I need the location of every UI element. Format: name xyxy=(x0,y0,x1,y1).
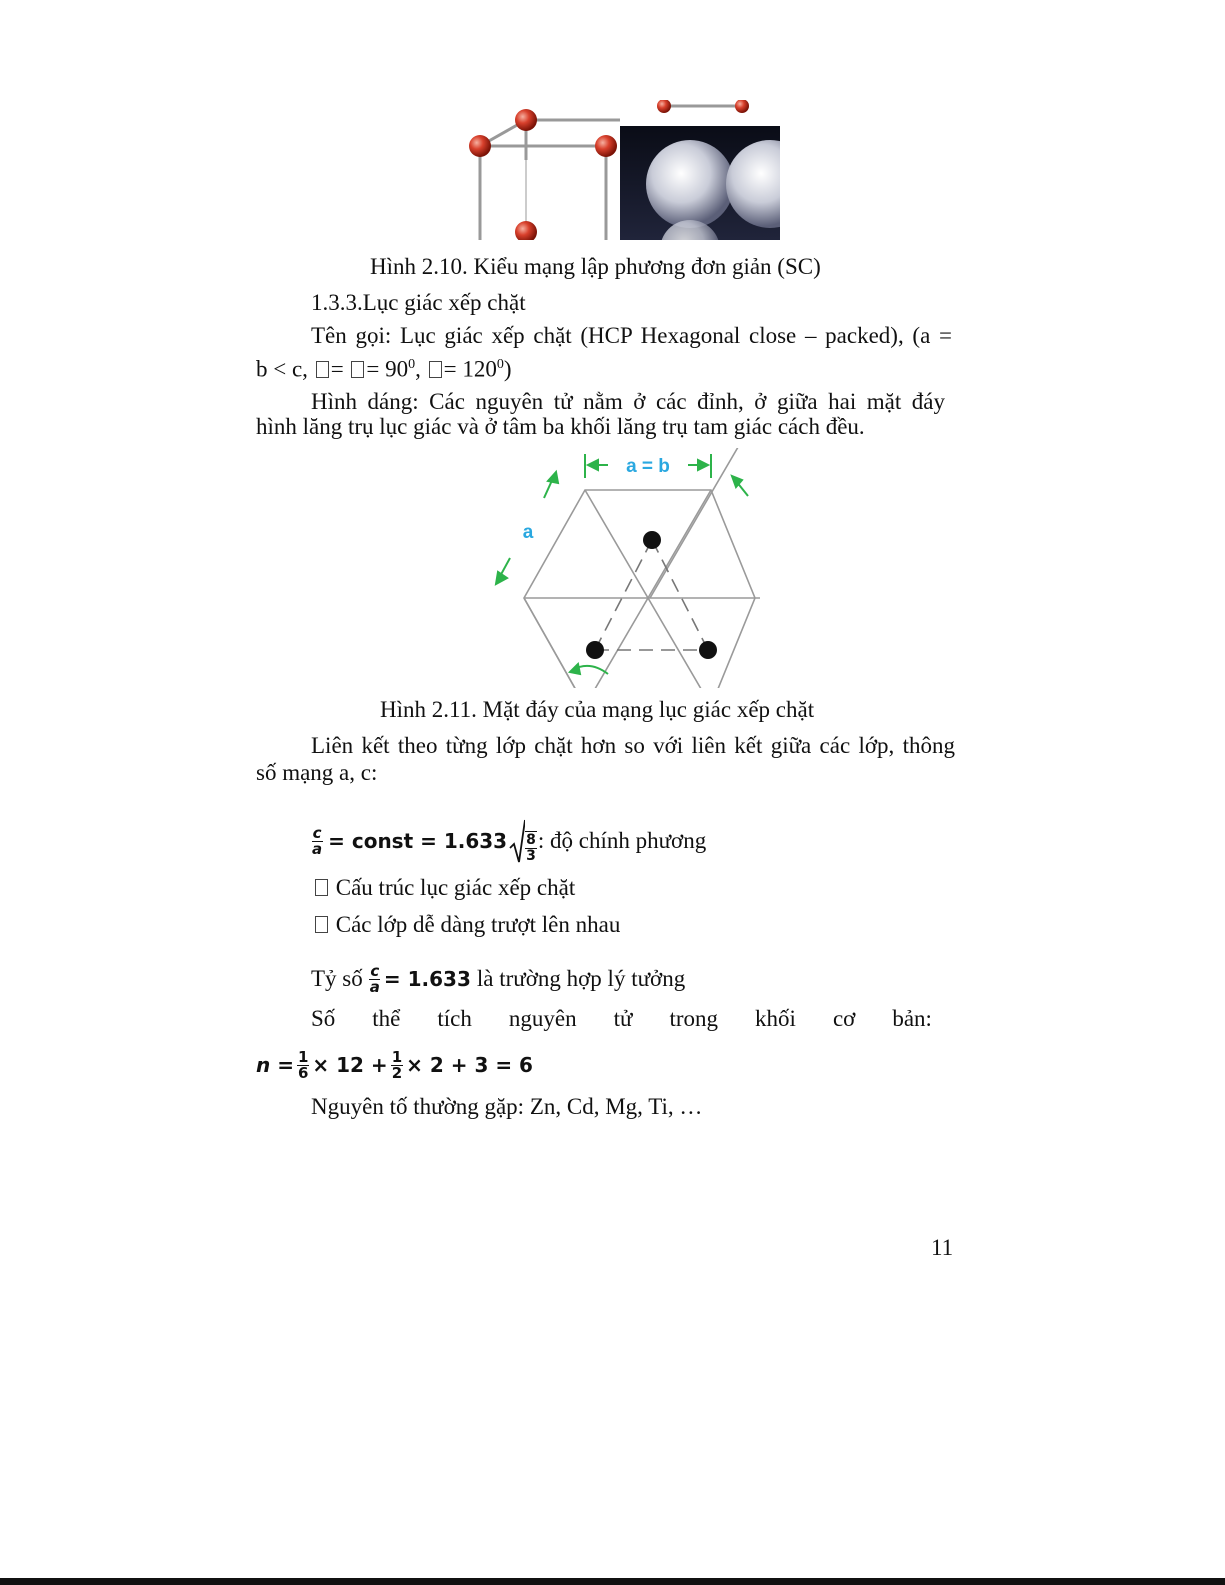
volume-word: trong xyxy=(669,1006,719,1031)
volume-word: cơ xyxy=(832,1006,856,1031)
figure-caption: Hình 2.10. Kiểu mạng lập phương đơn giản (SC) xyxy=(370,254,821,279)
fraction-one-half: $\frac{1}{2}$ xyxy=(391,1047,403,1082)
ratio-line xyxy=(311,958,685,1000)
missing-glyph-gamma xyxy=(429,361,442,378)
degree-sup: 0 xyxy=(408,357,416,372)
figure-hcp-base-diagram xyxy=(480,448,760,688)
name-line2-comma: , xyxy=(415,356,421,382)
volume-word: bản: xyxy=(892,1006,932,1031)
bottom-border xyxy=(0,1578,1225,1585)
paragraph-name-line2 xyxy=(256,351,512,384)
ratio-suffix: là trường hợp lý tưởng xyxy=(476,966,686,991)
fraction-c-over-a: $\frac{c}{a}$ xyxy=(312,823,323,858)
volume-word: nguyên xyxy=(508,1006,577,1031)
ratio-expr: = 1.633 xyxy=(383,967,471,991)
figure-sc-spheres-image xyxy=(620,100,780,240)
bullet-text: Các lớp dễ dàng trượt lên nhau xyxy=(335,912,621,937)
bullet-icon xyxy=(315,916,328,933)
formula-suffix: : độ chính phương xyxy=(537,828,707,853)
atom-left xyxy=(586,641,604,659)
degree-sup: 0 xyxy=(496,357,504,372)
name-line2-onetwenty: = 120 xyxy=(443,356,497,382)
formula-mid2: × 2 + 3 = 6 xyxy=(406,1053,533,1077)
formula-const-expr: = const = 1.633 xyxy=(328,829,508,853)
bullet-item xyxy=(313,911,620,939)
bullet-text: Cấu trúc lục giác xếp chặt xyxy=(335,875,576,900)
atom-right xyxy=(699,641,717,659)
volume-word: khối xyxy=(755,1006,796,1031)
figure-caption: Hình 2.11. Mặt đáy của mạng lục giác xếp chặt xyxy=(380,697,815,722)
formula-ratio-const xyxy=(308,816,706,866)
missing-glyph-alpha xyxy=(316,361,329,378)
paragraph-shape: Hình dáng: Các nguyên tử nằm ở các đỉnh, ở giữa hai mặt đáy xyxy=(311,389,945,414)
paragraph-bond: Liên kết theo từng lớp chặt hơn so với liên kết giữa các lớp, thông xyxy=(311,733,955,758)
volume-word: tử xyxy=(613,1006,633,1031)
formula-lhs: n = xyxy=(256,1053,294,1077)
atom-top xyxy=(643,531,661,549)
formula-atom-count xyxy=(256,1042,533,1088)
fraction-one-sixth: $\frac{1}{6}$ xyxy=(297,1047,309,1082)
missing-glyph-beta xyxy=(351,361,364,378)
name-line2-equals: = xyxy=(330,356,344,382)
sqrt-symbol xyxy=(509,818,537,864)
bullet-icon xyxy=(315,879,328,896)
paragraph-shape-line2: hình lăng trụ lục giác và ở tâm ba khối lăng trụ tam giác cách đều. xyxy=(256,414,865,439)
name-line2-close: ) xyxy=(503,356,512,382)
section-heading: 1.3.3.Lục giác xếp chặt xyxy=(311,290,526,315)
sqrt-fraction: $\frac{8}{3}$ xyxy=(526,832,536,864)
volume-word: Số xyxy=(311,1006,336,1031)
bullet-item xyxy=(313,874,575,902)
paragraph-volume xyxy=(311,1005,932,1033)
paragraph-bond-line2: số mạng a, c: xyxy=(256,760,378,785)
volume-word: thể xyxy=(372,1006,401,1031)
formula-mid1: × 12 + xyxy=(312,1053,388,1077)
name-line2-text: b < c, xyxy=(256,356,308,382)
paragraph-elements: Nguyên tố thường gặp: Zn, Cd, Mg, Ti, … xyxy=(311,1094,703,1119)
fraction-c-over-a: $\frac{c}{a}$ xyxy=(369,961,380,996)
name-line2-ninety: = 90 xyxy=(366,356,409,382)
label-a: a xyxy=(522,522,534,543)
paragraph-name: Tên gọi: Lục giác xếp chặt (HCP Hexagonal close – packed), (a = xyxy=(311,323,952,348)
volume-word: tích xyxy=(437,1006,472,1031)
page-number: 11 xyxy=(931,1235,954,1260)
label-a-equals-b: a = b xyxy=(626,456,670,477)
figure-sc-cube-image xyxy=(460,100,620,240)
ratio-prefix: Tỷ số xyxy=(311,966,363,991)
